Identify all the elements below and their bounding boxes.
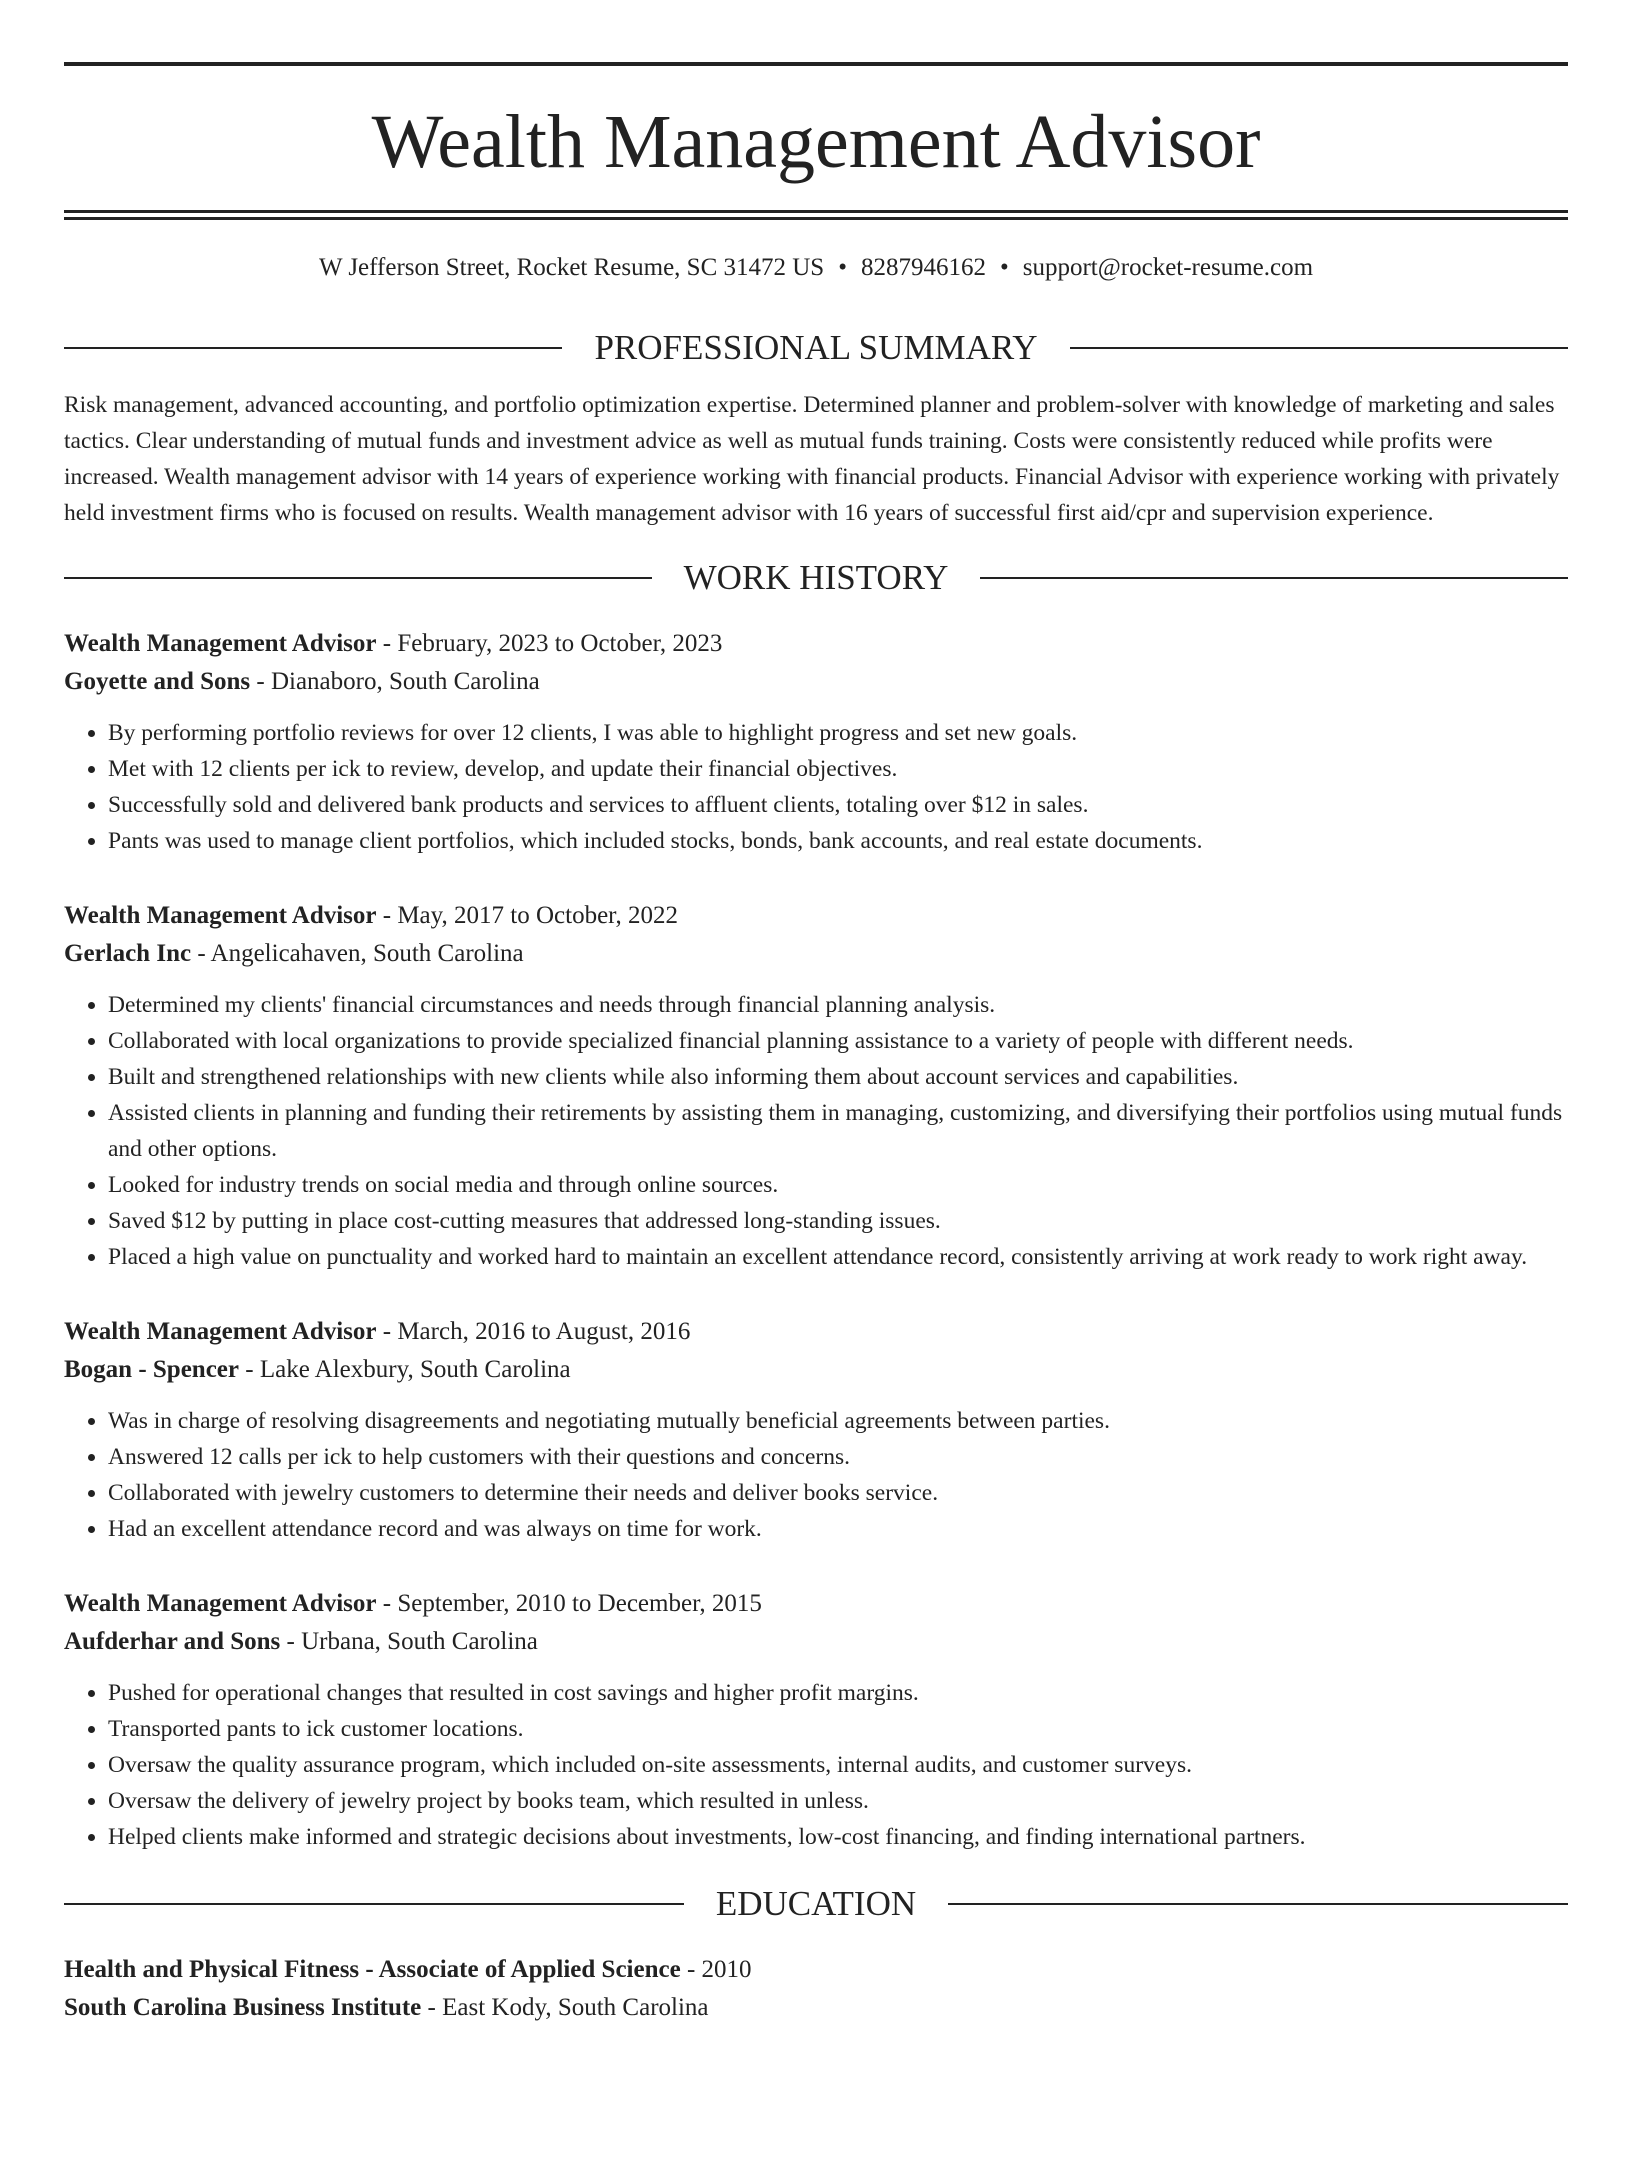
- list-item: • Collaborated with jewelry customers to determine their needs and deliver books service.: [108, 1475, 1568, 1511]
- list-item: • Looked for industry trends on social media and through online sources.: [108, 1167, 1568, 1203]
- job-company: Aufderhar and Sons: [64, 1628, 281, 1655]
- heading-rule: [64, 577, 652, 579]
- list-item: • Oversaw the quality assurance program, which included on-site assessments, internal audits, and customer surveys.: [108, 1747, 1568, 1783]
- title-double-rule: [64, 210, 1568, 220]
- job-company-line: [64, 1351, 1568, 1389]
- education-school-line: [64, 1989, 1568, 2027]
- job-location: - Angelicahaven, South Carolina: [191, 940, 524, 967]
- job-company-line: [64, 935, 1568, 973]
- list-item: • Placed a high value on punctuality and worked hard to maintain an excellent attendance record, consistently arriving at work ready to work right away.: [108, 1239, 1568, 1275]
- education-school: South Carolina Business Institute: [64, 1994, 422, 2021]
- list-item: • Assisted clients in planning and funding their retirements by assisting them in managing, customizing, and diversifying their portfolios using mutual funds and other options.: [108, 1095, 1568, 1167]
- job-dates: - February, 2023 to October, 2023: [376, 630, 723, 657]
- job-title-line: [64, 897, 1568, 935]
- list-item: • Answered 12 calls per ick to help customers with their questions and concerns.: [108, 1439, 1568, 1475]
- summary-text: Risk management, advanced accounting, and portfolio optimization expertise. Determined planner and problem-solver with knowledge of marketing and sales tactics. Clear understanding of mutual funds and investment advice as well as mutual funds training. Costs were consistently reduced while profits were increased. Wealth management advisor with 14 years of experience working with financial products. Financial Advisor with experience working with privately held investment firms who is focused on results. Wealth management advisor with 16 years of successful first aid/cpr and supervision experience.: [64, 392, 1560, 526]
- job-location: - Urbana, South Carolina: [280, 1628, 538, 1655]
- list-item: • Had an excellent attendance record and was always on time for work.: [108, 1511, 1568, 1547]
- heading-rule: [64, 1903, 684, 1905]
- job-bullets: [64, 1675, 1568, 1855]
- job-title: Wealth Management Advisor: [64, 1318, 377, 1345]
- job-company: Gerlach Inc: [64, 940, 192, 967]
- section-heading-label: PROFESSIONAL SUMMARY: [594, 328, 1038, 367]
- contact-separator: •: [999, 254, 1009, 281]
- contact-address: W Jefferson Street, Rocket Resume, SC 31472 US: [318, 254, 825, 281]
- job-dates: - September, 2010 to December, 2015: [376, 1590, 762, 1617]
- list-item: • Transported pants to ick customer locations.: [108, 1711, 1568, 1747]
- heading-rule: [980, 577, 1568, 579]
- job-company-line: [64, 1623, 1568, 1661]
- job-dates: - May, 2017 to October, 2022: [376, 902, 678, 929]
- list-item: • Collaborated with local organizations to provide specialized financial planning assistance to a variety of people with different needs.: [108, 1023, 1568, 1059]
- list-item: • Determined my clients' financial circumstances and needs through financial planning analysis.: [108, 987, 1568, 1023]
- contact-line: [64, 253, 1568, 283]
- list-item: • Successfully sold and delivered bank products and services to affluent clients, totaling over $12 in sales.: [108, 787, 1568, 823]
- job-entry: [64, 625, 1568, 859]
- list-item: • Pants was used to manage client portfolios, which included stocks, bonds, bank accounts, and real estate documents.: [108, 823, 1568, 859]
- list-item: • Oversaw the delivery of jewelry project by books team, which resulted in unless.: [108, 1783, 1568, 1819]
- job-location: - Lake Alexbury, South Carolina: [239, 1356, 571, 1383]
- job-bullets: [64, 715, 1568, 859]
- section-heading-label: WORK HISTORY: [683, 558, 949, 597]
- section-heading-education: [64, 1883, 1568, 1925]
- section-heading-summary: [64, 327, 1568, 369]
- job-bullets: [64, 987, 1568, 1275]
- education-year: - 2010: [680, 1956, 752, 1983]
- work-history-list: [64, 625, 1568, 1855]
- job-dates: - March, 2016 to August, 2016: [376, 1318, 691, 1345]
- job-title-line: [64, 1313, 1568, 1351]
- resume-page: [0, 62, 1632, 2174]
- heading-rule: [948, 1903, 1568, 1905]
- resume-title: Wealth Management Advisor: [371, 100, 1261, 184]
- job-bullets: [64, 1403, 1568, 1547]
- list-item: • Was in charge of resolving disagreements and negotiating mutually beneficial agreements between parties.: [108, 1403, 1568, 1439]
- job-entry: [64, 1585, 1568, 1855]
- list-item: • Built and strengthened relationships with new clients while also informing them about account services and capabilities.: [108, 1059, 1568, 1095]
- job-title-line: [64, 1585, 1568, 1623]
- heading-rule: [1070, 347, 1568, 349]
- contact-email: support@rocket-resume.com: [1022, 254, 1314, 281]
- job-entry: [64, 897, 1568, 1275]
- job-location: - Dianaboro, South Carolina: [250, 668, 540, 695]
- education-location: - East Kody, South Carolina: [421, 1994, 709, 2021]
- job-entry: [64, 1313, 1568, 1547]
- job-title: Wealth Management Advisor: [64, 902, 377, 929]
- job-title: Wealth Management Advisor: [64, 630, 377, 657]
- education-degree-line: [64, 1951, 1568, 1989]
- job-company-line: [64, 663, 1568, 701]
- heading-rule: [64, 347, 562, 349]
- contact-phone: 8287946162: [860, 254, 986, 281]
- list-item: • Met with 12 clients per ick to review, develop, and update their financial objectives.: [108, 751, 1568, 787]
- list-item: • Saved $12 by putting in place cost-cutting measures that addressed long-standing issues.: [108, 1203, 1568, 1239]
- top-rule: [64, 62, 1568, 66]
- job-title-line: [64, 625, 1568, 663]
- section-heading-work-history: [64, 557, 1568, 599]
- list-item: • Helped clients make informed and strategic decisions about investments, low-cost financing, and finding international partners.: [108, 1819, 1568, 1855]
- contact-separator: •: [838, 254, 847, 281]
- job-company: Goyette and Sons: [64, 668, 251, 695]
- list-item: • By performing portfolio reviews for over 12 clients, I was able to highlight progress and set new goals.: [108, 715, 1568, 751]
- education-degree: Health and Physical Fitness - Associate of Applied Science: [64, 1956, 681, 1983]
- job-company: Bogan - Spencer: [64, 1356, 239, 1383]
- list-item: • Pushed for operational changes that resulted in cost savings and higher profit margins.: [108, 1675, 1568, 1711]
- section-heading-label: EDUCATION: [715, 1884, 917, 1923]
- education-entry: [64, 1951, 1568, 2027]
- job-title: Wealth Management Advisor: [64, 1590, 377, 1617]
